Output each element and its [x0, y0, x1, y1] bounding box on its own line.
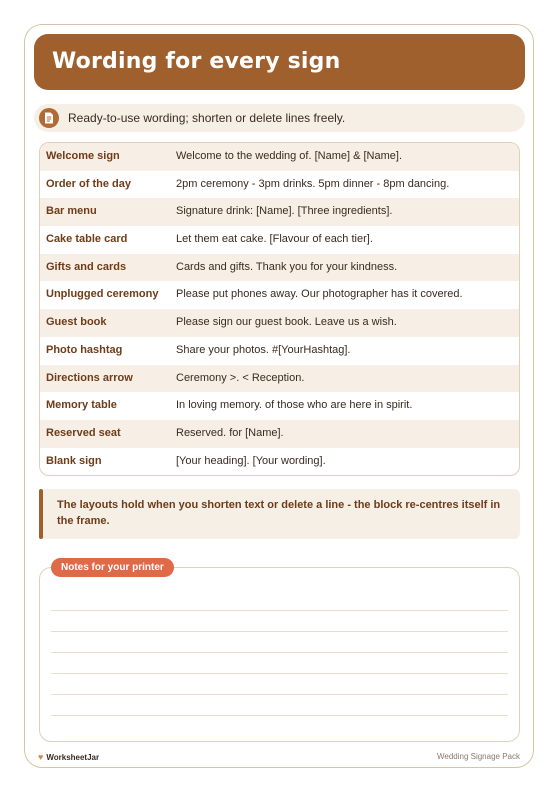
sign-wording: Reserved. for [Name].	[176, 426, 284, 439]
notes-title: Notes for your printer	[51, 558, 174, 577]
sign-wording: Welcome to the wedding of. [Name] & [Name].	[176, 150, 403, 162]
table-row	[40, 420, 519, 448]
table-row	[40, 337, 519, 365]
brand-name: WorksheetJar	[46, 753, 100, 762]
table-row	[40, 309, 519, 337]
sign-label: Cake table card	[46, 233, 128, 246]
layout-callout	[39, 489, 520, 539]
callout-accent-bar	[39, 489, 43, 539]
table-row	[40, 392, 519, 420]
tip-text: Ready-to-use wording; shorten or delete lines freely.	[68, 111, 346, 125]
sign-wording: Please put phones away. Our photographer has it covered.	[176, 288, 463, 301]
tip-bar	[34, 104, 525, 132]
document-icon	[39, 108, 59, 128]
sign-wording: Signature drink: [Name]. [Three ingredients].	[176, 205, 393, 218]
sign-label: Bar menu	[46, 205, 97, 218]
table-row	[40, 226, 519, 254]
note-line	[51, 715, 508, 716]
sign-wording: Cards and gifts. Thank you for your kindness.	[176, 260, 398, 273]
sign-label: Gifts and cards	[46, 260, 127, 273]
sign-label: Directions arrow	[46, 371, 133, 384]
table-row	[40, 198, 519, 226]
sign-label: Welcome sign	[46, 150, 120, 162]
note-line	[51, 631, 508, 632]
sign-label: Memory table	[46, 399, 117, 412]
sign-wording: [Your heading]. [Your wording].	[176, 454, 326, 467]
table-row	[40, 143, 519, 171]
pack-name: Wedding Signage Pack	[436, 752, 520, 761]
footer-brand	[38, 752, 99, 763]
sign-label: Order of the day	[46, 177, 131, 190]
sign-wording: In loving memory. of those who are here in spirit.	[176, 399, 413, 412]
page-title: Wording for every sign	[52, 49, 341, 74]
table-row	[40, 171, 519, 199]
note-line	[51, 652, 508, 653]
heart-icon: ♥	[38, 752, 44, 762]
sign-wording: Share your photos. #[YourHashtag].	[176, 343, 351, 356]
sign-wording: Ceremony >. < Reception.	[176, 371, 305, 384]
sign-wording: Let them eat cake. [Flavour of each tier].	[176, 233, 373, 246]
sign-wording: 2pm ceremony - 3pm drinks. 5pm dinner - 8pm dancing.	[176, 177, 450, 190]
sign-label: Photo hashtag	[46, 343, 123, 356]
sign-label: Guest book	[46, 316, 107, 329]
table-row	[40, 365, 519, 393]
note-line	[51, 673, 508, 674]
callout-text: The layouts hold when you shorten text or delete a line - the block re-centres itself in the frame.	[57, 499, 501, 527]
sign-wording: Please sign our guest book. Leave us a wish.	[176, 316, 397, 329]
sign-wording-table	[39, 142, 520, 476]
sign-label: Blank sign	[46, 454, 102, 467]
table-row	[40, 448, 519, 476]
sign-label: Unplugged ceremony	[46, 288, 159, 301]
table-row	[40, 281, 519, 309]
note-line	[51, 610, 508, 611]
title-banner	[34, 34, 525, 90]
sign-label: Reserved seat	[46, 426, 121, 439]
table-row	[40, 254, 519, 282]
note-line	[51, 694, 508, 695]
